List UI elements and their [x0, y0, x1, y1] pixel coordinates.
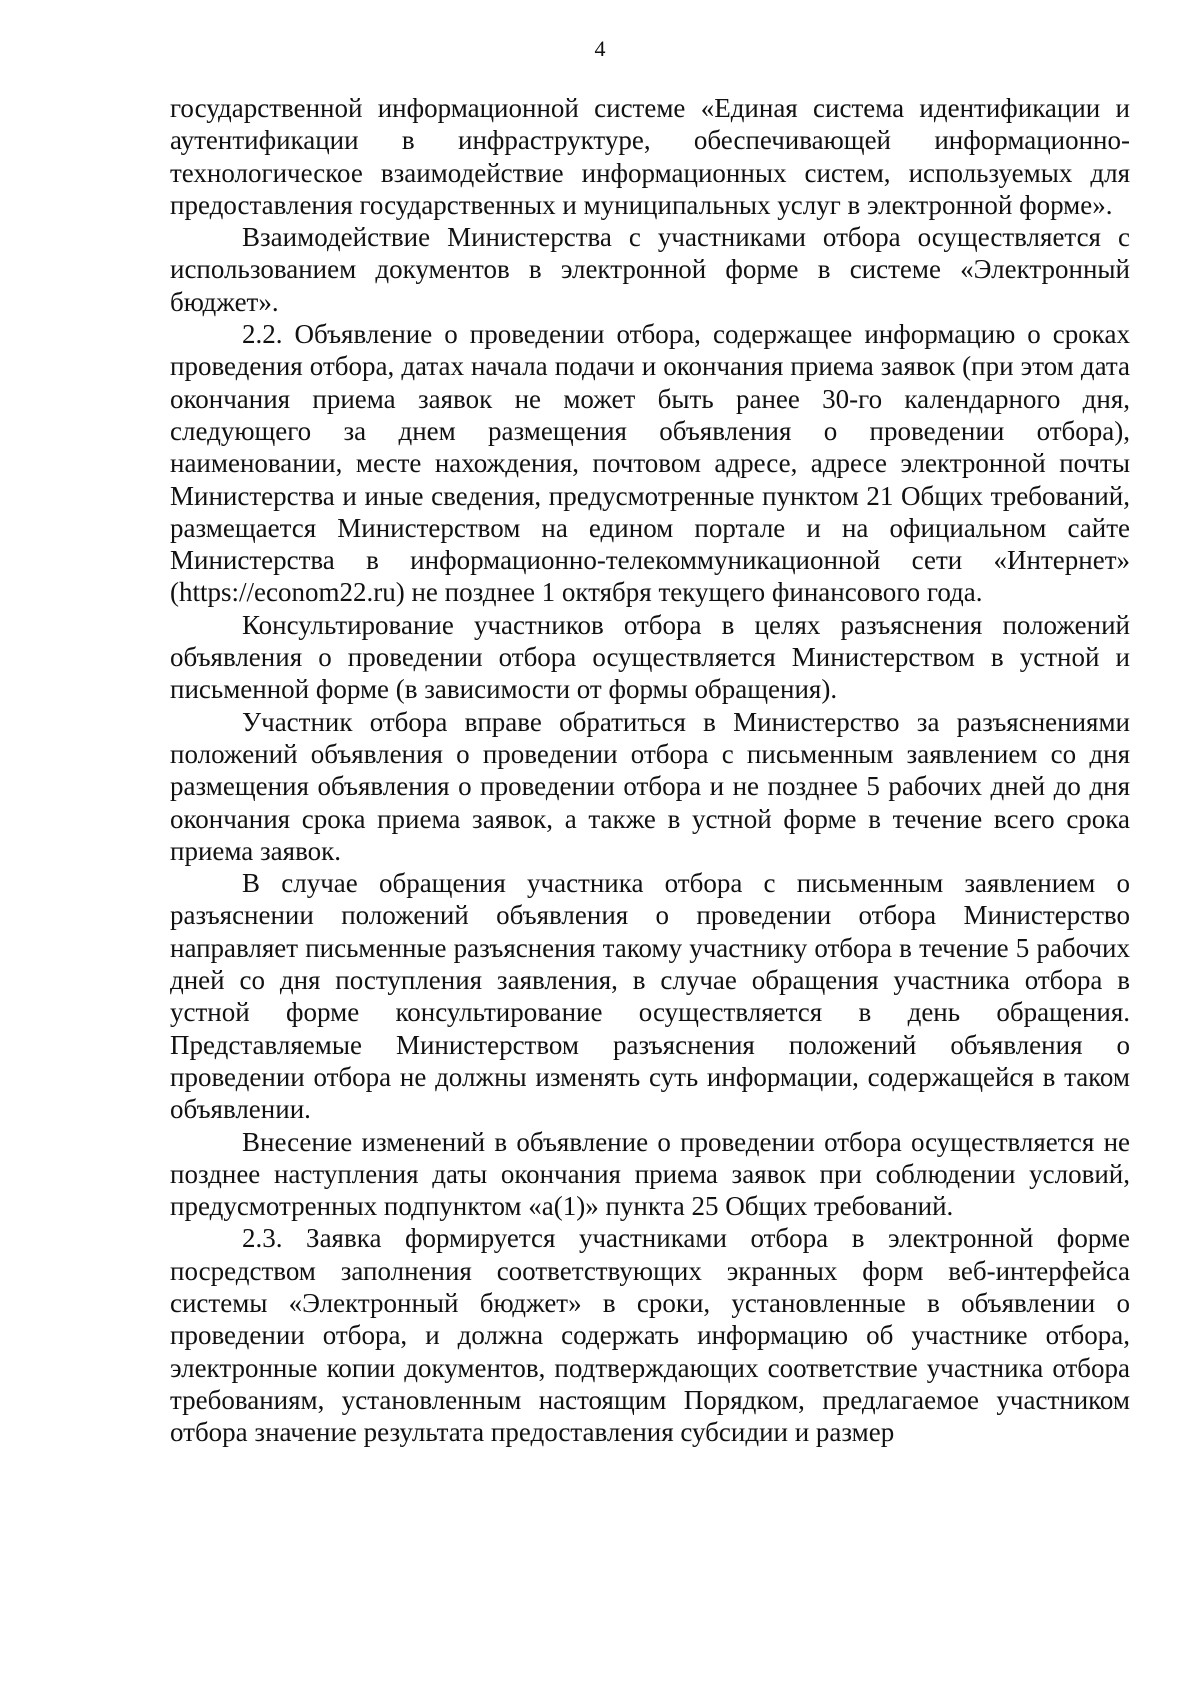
paragraph-2-2-announcement: 2.2. Объявление о проведении отбора, содержащее информацию о сроках проведения отбора, датах начала подачи и окончания приема заявок (при этом дата окончания приема заявок не может быть ранее 30-го календарного дня, следующего за днем размещения объявления о проведении отбора), наименовании, месте нахождения, почтовом адресе, адресе электронной почты Министерства и иные сведения, предусмотренные пунктом 21 Общих требований, размещается Министерством на едином портале и на официальном сайте Министерства в информационно-телекоммуникационной сети «Интернет» (https://econom22.ru) не позднее 1 октября текущего финансового года. [170, 319, 1130, 608]
paragraph-written-clarifications: В случае обращения участника отбора с письменным заявлением о разъяснении положений объявления о проведении отбора Министерство направляет письменные разъяснения такому участнику отбора в течение 5 рабочих дней со дня поступления заявления, в случае обращения участника отбора в устной форме консультирование осуществляется в день обращения. Представляемые Министерством разъяснения положений объявления о проведении отбора не должны изменять суть информации, содержащейся в таком объявлении. [170, 868, 1130, 1125]
paragraph-esia-continuation: государственной информационной системе «Единая система идентификации и аутентификации в инфраструктуре, обеспечивающей информационно-технологическое взаимодействие информационных систем, используемых для предоставления государственных и муниципальных услуг в электронной форме». [170, 93, 1130, 220]
paragraph-participant-request: Участник отбора вправе обратиться в Министерство за разъяснениями положений объявления о проведении отбора с письменным заявлением со дня размещения объявления о проведении отбора и не позднее 5 рабочих дней до дня окончания срока приема заявок, а также в устной форме в течение всего срока приема заявок. [170, 706, 1130, 866]
paragraph-2-3-application: 2.3. Заявка формируется участниками отбора в электронной форме посредством заполнения соответствующих экранных форм веб-интерфейса системы «Электронный бюджет» в сроки, установленные в объявлении о проведении отбора, и должна содержать информацию об участнике отбора, электронные копии документов, подтверждающих соответствие участника отбора требованиям, установленным настоящим Порядком, предлагаемое участником отбора значение результата предоставления субсидии и размер [170, 1223, 1130, 1448]
paragraph-announcement-changes: Внесение изменений в объявление о проведении отбора осуществляется не позднее наступления даты окончания приема заявок при соблюдении условий, предусмотренных подпунктом «а(1)» пункта 25 Общих требований. [170, 1126, 1130, 1222]
page-number: 4 [594, 36, 606, 61]
document-body [170, 92, 1130, 1448]
paragraph-electronic-budget-interaction: Взаимодействие Министерства с участниками отбора осуществляется с использованием документов в электронной форме в системе «Электронный бюджет». [170, 222, 1130, 317]
paragraph-consulting: Консультирование участников отбора в целях разъяснения положений объявления о проведении отбора осуществляется Министерством в устной и письменной форме (в зависимости от формы обращения). [170, 609, 1130, 705]
